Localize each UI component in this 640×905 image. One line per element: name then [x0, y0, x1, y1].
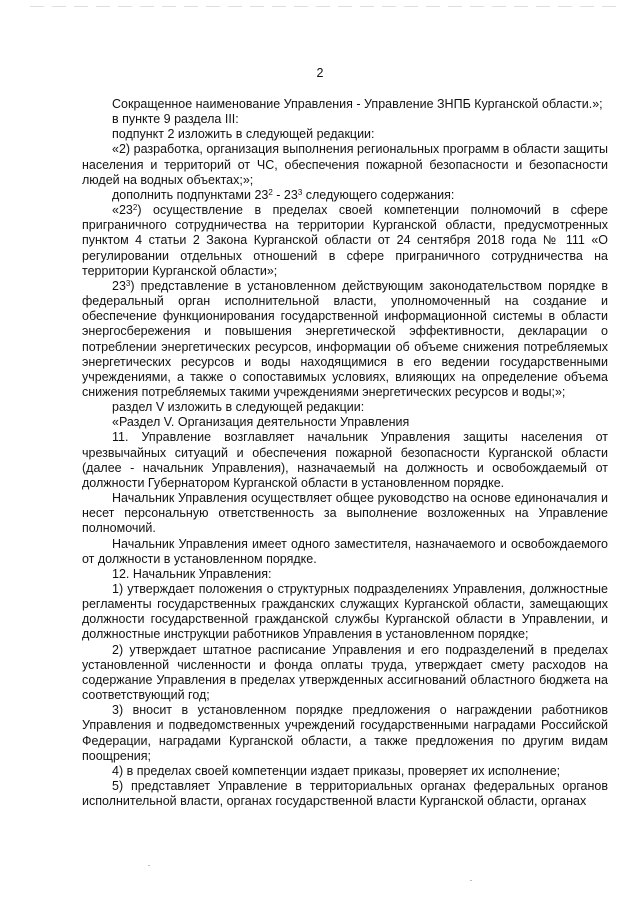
paragraph	[82, 582, 608, 643]
paragraph	[82, 97, 608, 112]
superscript: 2	[132, 203, 138, 213]
text-run: ) представление в установленном действующим законодательством порядке в федеральный орган исполнительной власти, уполномоченный на создание и обеспечение функционирования государственной информационной системы в области энергосбережения и повышения энергетической эффективности, декларации о потреблении энергетических ресурсов, информации об объеме снижения потребляемых энергетических ресурсов и воды находящимися в его ведении государственными учреждениями, а также о сопоставимых условиях, влияющих на определение объема снижения потребляемых такими учреждениями энергетических ресурсов и воды;»;	[82, 278, 608, 399]
text-run: раздел V изложить в следующей редакции:	[112, 400, 365, 415]
text-run: 2) утверждает штатное расписание Управления и его подразделений в пределах установленной численности и фонда оплаты труда, утверждает смету расходов на содержание Управления в пределах утвержденных ассигнований областного бюджета на соответствующий год;	[82, 642, 608, 703]
paragraph	[82, 567, 608, 582]
paragraph	[82, 703, 608, 764]
paragraph	[82, 643, 608, 704]
paragraph	[82, 112, 608, 127]
paragraph	[82, 279, 608, 400]
superscript: 2	[268, 187, 273, 197]
text-run: 23	[112, 278, 126, 293]
text-run: 4) в пределах своей компетенции издает приказы, проверяет их исполнение;	[112, 763, 561, 778]
paragraph	[82, 537, 608, 567]
paragraph	[82, 764, 608, 779]
paragraph	[82, 127, 608, 142]
scan-artifact-dot	[148, 865, 150, 866]
text-run: «23	[112, 203, 133, 218]
paragraph	[82, 779, 608, 809]
paragraph	[82, 430, 608, 491]
text-run: «2) разработка, организация выполнения региональных программ в области защиты населения и территорий от ЧС, обеспечения пожарной безопасности и безопасности людей на водных объектах;»;	[82, 142, 608, 187]
paragraph	[82, 400, 608, 415]
scan-artifact-top	[30, 6, 620, 7]
scan-artifact-dot	[470, 880, 472, 881]
paragraph	[82, 142, 608, 187]
text-run: в пункте 9 раздела III:	[112, 112, 239, 127]
text-run: Начальник Управления осуществляет общее руководство на основе единоначалия и несет персональную ответственность за выполнение возложенных на Управление полномочий.	[82, 491, 608, 536]
text-run: 12. Начальник Управления:	[112, 566, 272, 581]
text-run: Сокращенное наименование Управления - Управление ЗНПБ Курганской области.»;	[112, 97, 603, 111]
paragraph	[82, 415, 608, 430]
text-run: следующего содержания:	[302, 187, 455, 202]
text-run: Начальник Управления имеет одного заместителя, назначаемого и освобождаемого от должности в установленном порядке.	[82, 536, 608, 566]
text-run: дополнить подпунктами 23	[112, 187, 269, 202]
text-run: «Раздел V. Организация деятельности Управления	[112, 415, 410, 430]
paragraph	[82, 491, 608, 536]
text-run: ) осуществление в пределах своей компетенции полномочий в сфере приграничного сотрудничества на территории Курганской области, предусмотренных пунктом 4 статьи 2 Закона Курганской области от 24 сентября 2018 года № 111 «О регулировании отдельных отношений в сфере приграничного сотрудничества на территории Курганской области»;	[82, 203, 608, 278]
superscript: 3	[125, 278, 131, 288]
text-run: 11. Управление возглавляет начальник Управления защиты населения от чрезвычайных ситуаций и обеспечения пожарной безопасности Курганской области (далее - начальник Управления), назначаемый на должность и освобождаемый от должности Губернатором Курганской области в установленном порядке.	[82, 430, 608, 490]
text-run: подпункт 2 изложить в следующей редакции:	[112, 127, 375, 142]
text-run: 3) вносит в установленном порядке предложения о награждении работников Управления и подведомственных учреждений государственными наградами Российской Федерации, наградами Курганской области, а также предложения по другим видам поощрения;	[82, 703, 608, 763]
text-run: - 23	[272, 187, 298, 202]
document-body	[82, 97, 608, 809]
paragraph	[82, 188, 608, 203]
text-run: 1) утверждает положения о структурных подразделениях Управления, должностные регламенты государственных гражданских служащих Курганской области, замещающих должности государственной гражданской службы Курганской области в Управлении, и должностные инструкции работников Управления в установленном порядке;	[82, 582, 608, 642]
superscript: 3	[297, 187, 303, 197]
text-run: 5) представляет Управление в территориальных органах федеральных органов исполнительной власти, органах государственной власти Курганской области, органах	[82, 779, 608, 809]
paragraph	[82, 203, 608, 279]
page-number: 2	[316, 66, 324, 80]
